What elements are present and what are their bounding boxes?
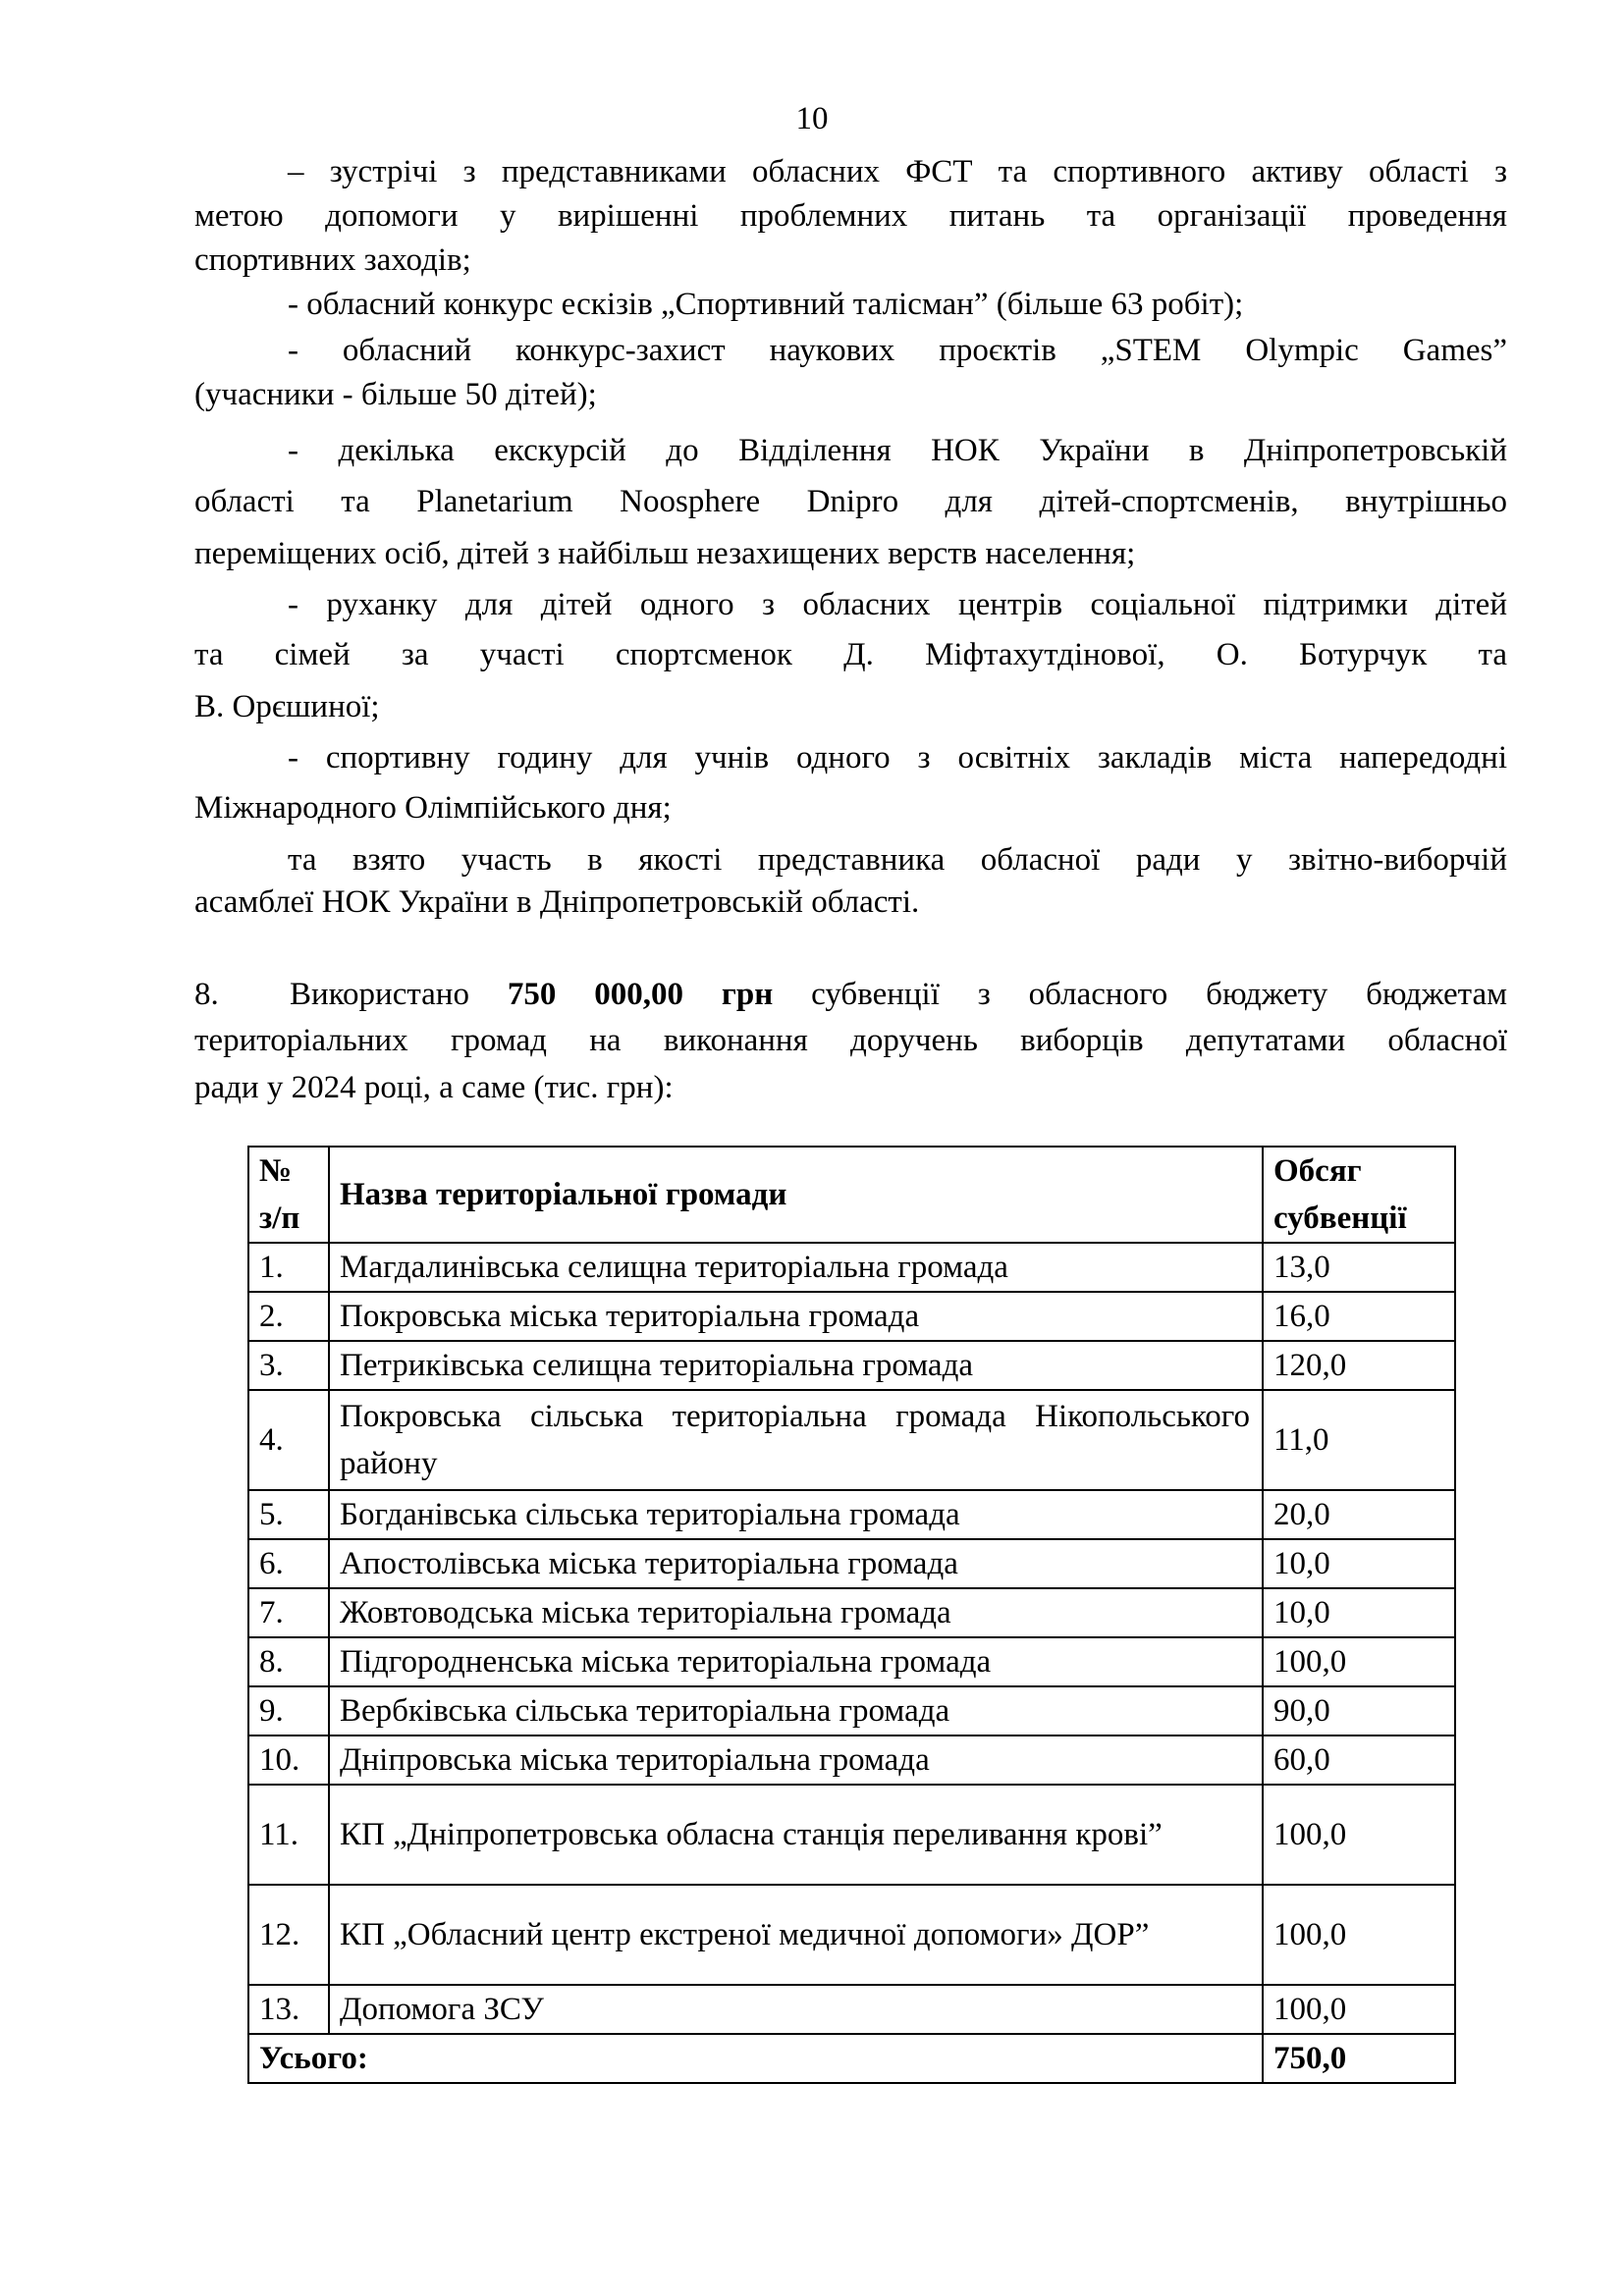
table-row — [248, 1885, 1455, 1985]
cell-amount: 100,0 — [1263, 1785, 1455, 1885]
total-label: Усього: — [248, 2034, 1263, 2083]
table-row — [248, 1341, 1455, 1390]
cell-amount: 120,0 — [1263, 1341, 1455, 1390]
table-row — [248, 1985, 1455, 2034]
section-8-line-2: територіальних громад на виконання доручень виборців депутатами обласної — [194, 1023, 1507, 1058]
section-8-pre: Використано — [290, 977, 469, 1012]
cell-num: 12. — [248, 1885, 329, 1985]
cell-num: 6. — [248, 1539, 329, 1588]
cell-amount: 100,0 — [1263, 1885, 1455, 1985]
text-line: (учасники - більше 50 дітей); — [194, 377, 597, 412]
cell-num: 5. — [248, 1490, 329, 1539]
cell-name: Покровська сільська територіальна громада Нікопольського району — [329, 1390, 1263, 1490]
text-line: спортивних заходів; — [194, 242, 471, 278]
cell-name: Вербківська сільська територіальна громада — [329, 1686, 1263, 1735]
text-line: асамблеї НОК України в Дніпропетровській області. — [194, 884, 920, 920]
subvention-table — [247, 1146, 1456, 2084]
cell-num: 4. — [248, 1390, 329, 1490]
cell-num: 13. — [248, 1985, 329, 2034]
cell-name: КП „Обласний центр екстреної медичної допомоги» ДОР” — [329, 1885, 1263, 1985]
table-total-row — [248, 2034, 1455, 2083]
cell-amount: 100,0 — [1263, 1637, 1455, 1686]
text-line: та взято участь в якості представника обласної ради у звітно-виборчій — [288, 842, 1507, 878]
total-amount: 750,0 — [1263, 2034, 1455, 2083]
cell-amount: 10,0 — [1263, 1539, 1455, 1588]
text-line: - руханку для дітей одного з обласних центрів соціальної підтримки дітей — [288, 587, 1507, 622]
table-row — [248, 1637, 1455, 1686]
table-row — [248, 1390, 1455, 1490]
text-line: - декілька екскурсій до Відділення НОК України в Дніпропетровській — [288, 433, 1507, 468]
cell-amount: 10,0 — [1263, 1588, 1455, 1637]
cell-amount: 60,0 — [1263, 1735, 1455, 1785]
cell-amount: 90,0 — [1263, 1686, 1455, 1735]
cell-num: 7. — [248, 1588, 329, 1637]
text-line: Міжнародного Олімпійського дня; — [194, 790, 672, 826]
cell-amount: 13,0 — [1263, 1243, 1455, 1292]
table-body — [248, 1243, 1455, 2034]
table-row — [248, 1735, 1455, 1785]
table-row — [248, 1588, 1455, 1637]
cell-num: 2. — [248, 1292, 329, 1341]
header-community-name: Назва територіальної громади — [329, 1147, 1263, 1243]
page-number: 10 — [795, 101, 829, 136]
cell-name: Жовтоводська міська територіальна громада — [329, 1588, 1263, 1637]
section-number: 8. — [194, 977, 219, 1012]
section-8-line-3: ради у 2024 році, а саме (тис. грн): — [194, 1070, 674, 1105]
text-line: та сімей за участі спортсменок Д. Міфтахутдінової, О. Ботурчук та — [194, 637, 1507, 672]
cell-num: 10. — [248, 1735, 329, 1785]
header-number: № з/п — [248, 1147, 329, 1243]
cell-num: 1. — [248, 1243, 329, 1292]
text-line: метою допомоги у вирішенні проблемних питань та організації проведення — [194, 198, 1507, 234]
cell-name: Петриківська селищна територіальна громада — [329, 1341, 1263, 1390]
cell-name: Апостолівська міська територіальна громада — [329, 1539, 1263, 1588]
cell-name: Дніпровська міська територіальна громада — [329, 1735, 1263, 1785]
cell-num: 8. — [248, 1637, 329, 1686]
table-row — [248, 1490, 1455, 1539]
cell-name: Покровська міська територіальна громада — [329, 1292, 1263, 1341]
cell-name: КП „Дніпропетровська обласна станція переливання крові” — [329, 1785, 1263, 1885]
cell-num: 9. — [248, 1686, 329, 1735]
cell-amount: 100,0 — [1263, 1985, 1455, 2034]
cell-amount: 20,0 — [1263, 1490, 1455, 1539]
cell-name: Богданівська сільська територіальна громада — [329, 1490, 1263, 1539]
text-line: - спортивну годину для учнів одного з освітніх закладів міста напередодні — [288, 740, 1507, 775]
cell-num: 11. — [248, 1785, 329, 1885]
table-row — [248, 1785, 1455, 1885]
cell-name: Підгородненська міська територіальна громада — [329, 1637, 1263, 1686]
table-row — [248, 1539, 1455, 1588]
text-line: В. Орєшиної; — [194, 689, 380, 724]
table-row — [248, 1686, 1455, 1735]
table-header-row — [248, 1147, 1455, 1243]
text-line: – зустрічі з представниками обласних ФСТ та спортивного активу області з — [288, 154, 1507, 189]
header-subvention-amount: Обсяг субвенції — [1263, 1147, 1455, 1243]
cell-name: Допомога ЗСУ — [329, 1985, 1263, 2034]
table-row — [248, 1243, 1455, 1292]
cell-num: 3. — [248, 1341, 329, 1390]
section-8-amount: 750 000,00 грн — [507, 977, 774, 1012]
section-8-line-1 — [194, 974, 1507, 1015]
table-row — [248, 1292, 1455, 1341]
text-line: переміщених осіб, дітей з найбільш незахищених верств населення; — [194, 536, 1136, 571]
cell-amount: 11,0 — [1263, 1390, 1455, 1490]
cell-amount: 16,0 — [1263, 1292, 1455, 1341]
text-line: області та Planetarium Noosphere Dnipro для дітей-спортсменів, внутрішньо — [194, 484, 1507, 519]
cell-name: Магдалинівська селищна територіальна громада — [329, 1243, 1263, 1292]
section-8-post: субвенції з обласного бюджету бюджетам — [811, 977, 1508, 1012]
text-line: - обласний конкурс-захист наукових проєктів „STEM Olympic Games” — [288, 333, 1507, 368]
text-line: - обласний конкурс ескізів „Спортивний талісман” (більше 63 робіт); — [288, 287, 1244, 322]
